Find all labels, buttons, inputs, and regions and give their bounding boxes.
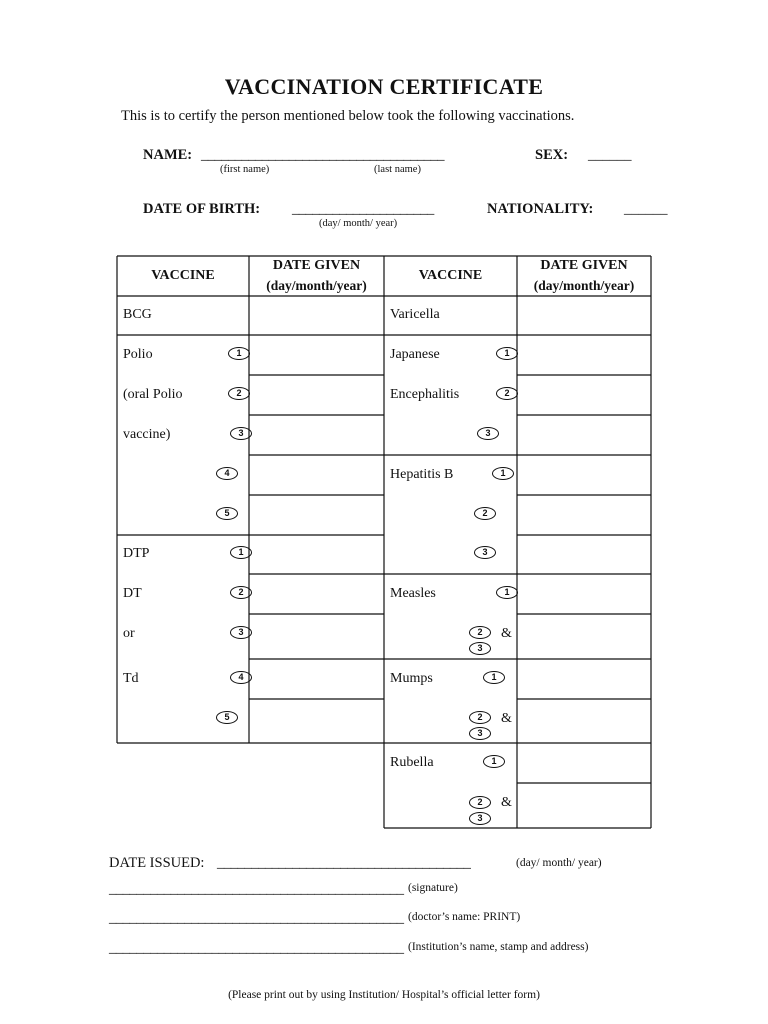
dose-number-icon: 4 xyxy=(230,671,252,684)
certificate-title: VACCINATION CERTIFICATE xyxy=(224,74,544,99)
dose-number-icon: 2 xyxy=(469,711,491,724)
dose-number-icon: 2 xyxy=(496,387,518,400)
dose-number-icon: 5 xyxy=(216,507,238,520)
dose-number-icon: 3 xyxy=(474,546,496,559)
dose-number-icon: 1 xyxy=(496,347,518,360)
last-name-hint: (last name) xyxy=(374,164,421,175)
nationality-field[interactable]: ______ xyxy=(624,201,668,217)
date-issued-label: DATE ISSUED: xyxy=(109,855,205,871)
dose-number-icon: 3 xyxy=(230,427,252,440)
header-date-format-right: (day/month/year) xyxy=(533,278,635,293)
dose-number-icon: 3 xyxy=(477,427,499,440)
dose-number-icon: 1 xyxy=(496,586,518,599)
ampersand: & xyxy=(501,711,512,726)
doctor-name-field[interactable]: ___________________________________________ xyxy=(109,910,404,926)
dose-number-icon: 3 xyxy=(230,626,252,639)
dose-number-icon: 1 xyxy=(228,347,250,360)
dose-number-icon: 3 xyxy=(469,727,491,740)
signature-field[interactable]: ___________________________________________ xyxy=(109,881,404,897)
dose-number-icon: 1 xyxy=(483,755,505,768)
dose-number-icon: 2 xyxy=(228,387,250,400)
vaccine-measles: Measles xyxy=(390,586,436,601)
vaccine-rubella: Rubella xyxy=(390,755,434,770)
institution-hint: (Institution’s name, stamp and address) xyxy=(408,941,589,953)
date-issued-field[interactable]: _____________________________________ xyxy=(217,855,471,871)
institution-field[interactable]: ___________________________________________ xyxy=(109,940,404,956)
print-note: (Please print out by using Institution/ Hospital’s official letter form) xyxy=(228,989,540,1001)
ampersand: & xyxy=(501,795,512,810)
vaccine-bcg: BCG xyxy=(123,307,152,322)
dose-number-icon: 3 xyxy=(469,812,491,825)
dose-number-icon: 2 xyxy=(469,796,491,809)
vaccine-mumps: Mumps xyxy=(390,671,433,686)
header-vaccine-left: VACCINE xyxy=(151,268,215,283)
vaccine-dt: DT xyxy=(123,586,142,601)
dose-number-icon: 1 xyxy=(483,671,505,684)
dose-number-icon: 1 xyxy=(230,546,252,559)
vaccine-hepatitis-b: Hepatitis B xyxy=(390,467,454,482)
sex-label: SEX: xyxy=(535,147,569,163)
dose-number-icon: 1 xyxy=(492,467,514,480)
dose-number-icon: 2 xyxy=(230,586,252,599)
header-date-given-left: DATE GIVEN xyxy=(272,258,361,273)
dob-hint: (day/ month/ year) xyxy=(319,218,398,229)
ampersand: & xyxy=(501,626,512,641)
header-vaccine-right: VACCINE xyxy=(418,268,483,283)
vaccine-varicella: Varicella xyxy=(390,307,440,322)
vaccine-polio-note-2: vaccine) xyxy=(123,427,171,442)
dose-number-icon: 2 xyxy=(474,507,496,520)
name-field[interactable]: ____________________________________ xyxy=(201,147,444,163)
vaccine-td: Td xyxy=(123,671,139,686)
signature-hint: (signature) xyxy=(408,882,458,894)
vaccine-encephalitis: Encephalitis xyxy=(390,387,460,402)
nationality-label: NATIONALITY: xyxy=(487,201,594,217)
sex-field[interactable]: ______ xyxy=(588,147,632,163)
vaccine-japanese: Japanese xyxy=(390,347,440,362)
vaccine-polio-note: (oral Polio xyxy=(123,387,183,402)
vaccine-polio: Polio xyxy=(123,347,153,362)
vaccine-dtp: DTP xyxy=(123,546,150,561)
dose-number-icon: 3 xyxy=(469,642,491,655)
doctor-name-hint: (doctor’s name: PRINT) xyxy=(408,911,521,923)
vaccine-or: or xyxy=(123,626,135,641)
name-label: NAME: xyxy=(143,147,193,163)
dose-number-icon: 5 xyxy=(216,711,238,724)
first-name-hint: (first name) xyxy=(220,164,270,175)
header-date-format-left: (day/month/year) xyxy=(266,278,367,293)
dob-field[interactable]: _____________________ xyxy=(292,201,434,217)
dose-number-icon: 4 xyxy=(216,467,238,480)
dob-label: DATE OF BIRTH: xyxy=(143,201,261,217)
intro-text: This is to certify the person mentioned below took the following vaccinations. xyxy=(121,108,575,124)
date-issued-hint: (day/ month/ year) xyxy=(516,857,602,869)
header-date-given-right: DATE GIVEN xyxy=(540,258,628,273)
dose-number-icon: 2 xyxy=(469,626,491,639)
